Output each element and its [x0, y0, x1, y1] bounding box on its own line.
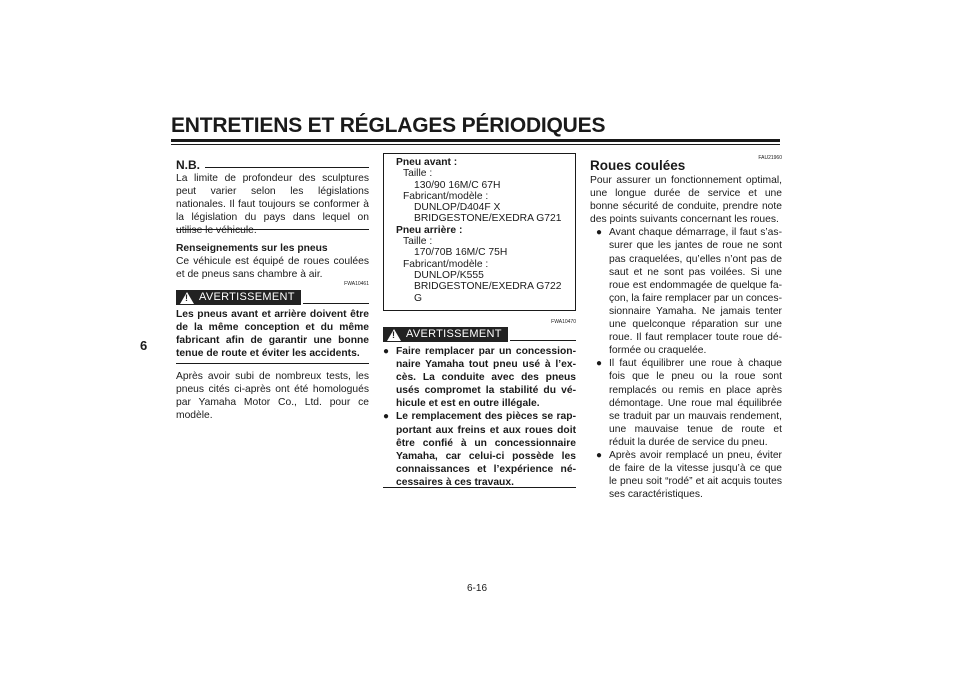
warning-label-2: AVERTISSEMENT: [406, 328, 502, 340]
nb-note: [176, 172, 369, 237]
wheels-bullet: ● Avant chaque démarrage, il faut s’assurer que les jantes de roue ne sont pas craquelées, qu’elles n’ont pas de saut et ne sont pas voilées. Si une roue est endommagée de quelque façon, la faire remplacer par un concessionnaire Yamaha. Ne jamais tenter une quelconque réparation sur une roue. Il faut remplacer toute roue déformée ou craquelée.: [596, 226, 782, 357]
warning-bullet: ● Faire remplacer par un concessionnaire Yamaha tout pneu usé à l’excès. La conduite avec des pneus usés compromet la stabilité du véhicule et est en outre illégale.: [383, 345, 576, 410]
warning-rule-2: [510, 340, 576, 341]
front-maker-label: Fabricant/modèle :: [403, 190, 489, 202]
homologation-text: Après avoir subi de nombreux tests, les pneus cités ci-après ont été homologués par Yamaha Motor Co., Ltd. pour ce modèle.: [176, 371, 369, 422]
warning-end-rule: [176, 363, 369, 364]
wheels-section: [590, 174, 782, 501]
warning-content: [176, 308, 369, 360]
warning-bullet: ● Le remplacement des pièces se rapportant aux freins et aux roues doit être confié à un concessionnaire Yamaha, car celui-ci possède les connaissances et l’expérience nécessaires à ces travaux.: [383, 410, 576, 489]
front-tire-heading: Pneu avant :: [396, 157, 458, 168]
page-title: ENTRETIENS ET RÉGLAGES PÉRIODIQUES: [171, 114, 606, 137]
nb-rule: [205, 167, 369, 168]
wheels-bullets: [596, 226, 782, 501]
tire-spec-box: [383, 153, 576, 311]
front-size-value: 130/90 16M/C 67H: [414, 179, 501, 191]
section-code: FAU21960: [758, 155, 782, 161]
front-maker-1: DUNLOP/D404F X: [414, 202, 501, 214]
front-maker-2: BRIDGESTONE/EXEDRA G721: [414, 213, 562, 225]
warning-code-2: FWA10470: [551, 319, 576, 325]
wheels-bullet: ● Il faut équilibrer une roue à chaque fois que le pneu ou la roue sont remplacés ou remis en place après démontage. Une roue mal équilibrée se traduit par un mauvais rendement, une mauvaise tenue de route et réduit la durée de service du pneu.: [596, 357, 782, 449]
tires-info: [176, 242, 369, 281]
section-title: Roues coulées: [590, 158, 686, 173]
title-rule-thin: [171, 144, 780, 145]
warning-triangle-icon: [387, 329, 401, 341]
rear-tire-heading: Pneu arrière :: [396, 224, 463, 236]
title-rule: [171, 139, 780, 142]
page-number: 6-16: [467, 583, 488, 594]
warning-bullets: [383, 345, 576, 489]
chapter-tab: 6: [140, 338, 148, 353]
front-size-label: Taille :: [403, 168, 433, 180]
warning-content-2: [383, 345, 576, 489]
rear-maker-2: BRIDGESTONE/EXEDRA G722: [414, 281, 562, 293]
tires-text: Ce véhicule est équipé de roues coulées et de pneus sans chambre à air.: [176, 256, 369, 281]
warning-code: FWA10461: [344, 281, 369, 287]
rear-maker-label: Fabricant/modèle :: [403, 258, 489, 270]
rear-size-value: 170/70B 16M/C 75H: [414, 247, 508, 259]
rear-maker-2-suffix: G: [414, 292, 423, 304]
nb-end-rule: [176, 229, 369, 230]
homologation-note: [176, 370, 369, 422]
warning-text: Les pneus avant et arrière doivent être de la même conception et du même fabricant afin de garantir une bonne tenue de route et éviter les accidents.: [176, 309, 369, 360]
wheels-bullet: ● Après avoir remplacé un pneu, éviter de faire de la vitesse jusqu’à ce que le pneu soit “rodé” et ait acquis toutes ses caractéristiques.: [596, 449, 782, 501]
warning-banner-2: [383, 327, 508, 342]
warning-label: AVERTISSEMENT: [199, 291, 295, 303]
warning-rule: [303, 303, 369, 304]
warning-triangle-icon: [180, 292, 194, 304]
warning-end-rule-2: [383, 487, 576, 488]
rear-size-label: Taille :: [403, 236, 433, 248]
rear-maker-1: DUNLOP/K555: [414, 269, 484, 281]
nb-heading: N.B.: [176, 158, 200, 172]
tires-heading: Renseignements sur les pneus: [176, 243, 328, 254]
warning-banner: [176, 290, 301, 305]
wheels-intro: Pour assurer un fonctionnement optimal, une longue durée de service et une bonne sécurité de conduite, prendre note des points suivants concernant les roues.: [590, 175, 782, 226]
nb-text: La limite de profondeur des sculptures peut varier selon les législations nationales. Il faut toujours se conformer à la législation du pays dans lequel on utilise le véhicule.: [176, 173, 369, 237]
